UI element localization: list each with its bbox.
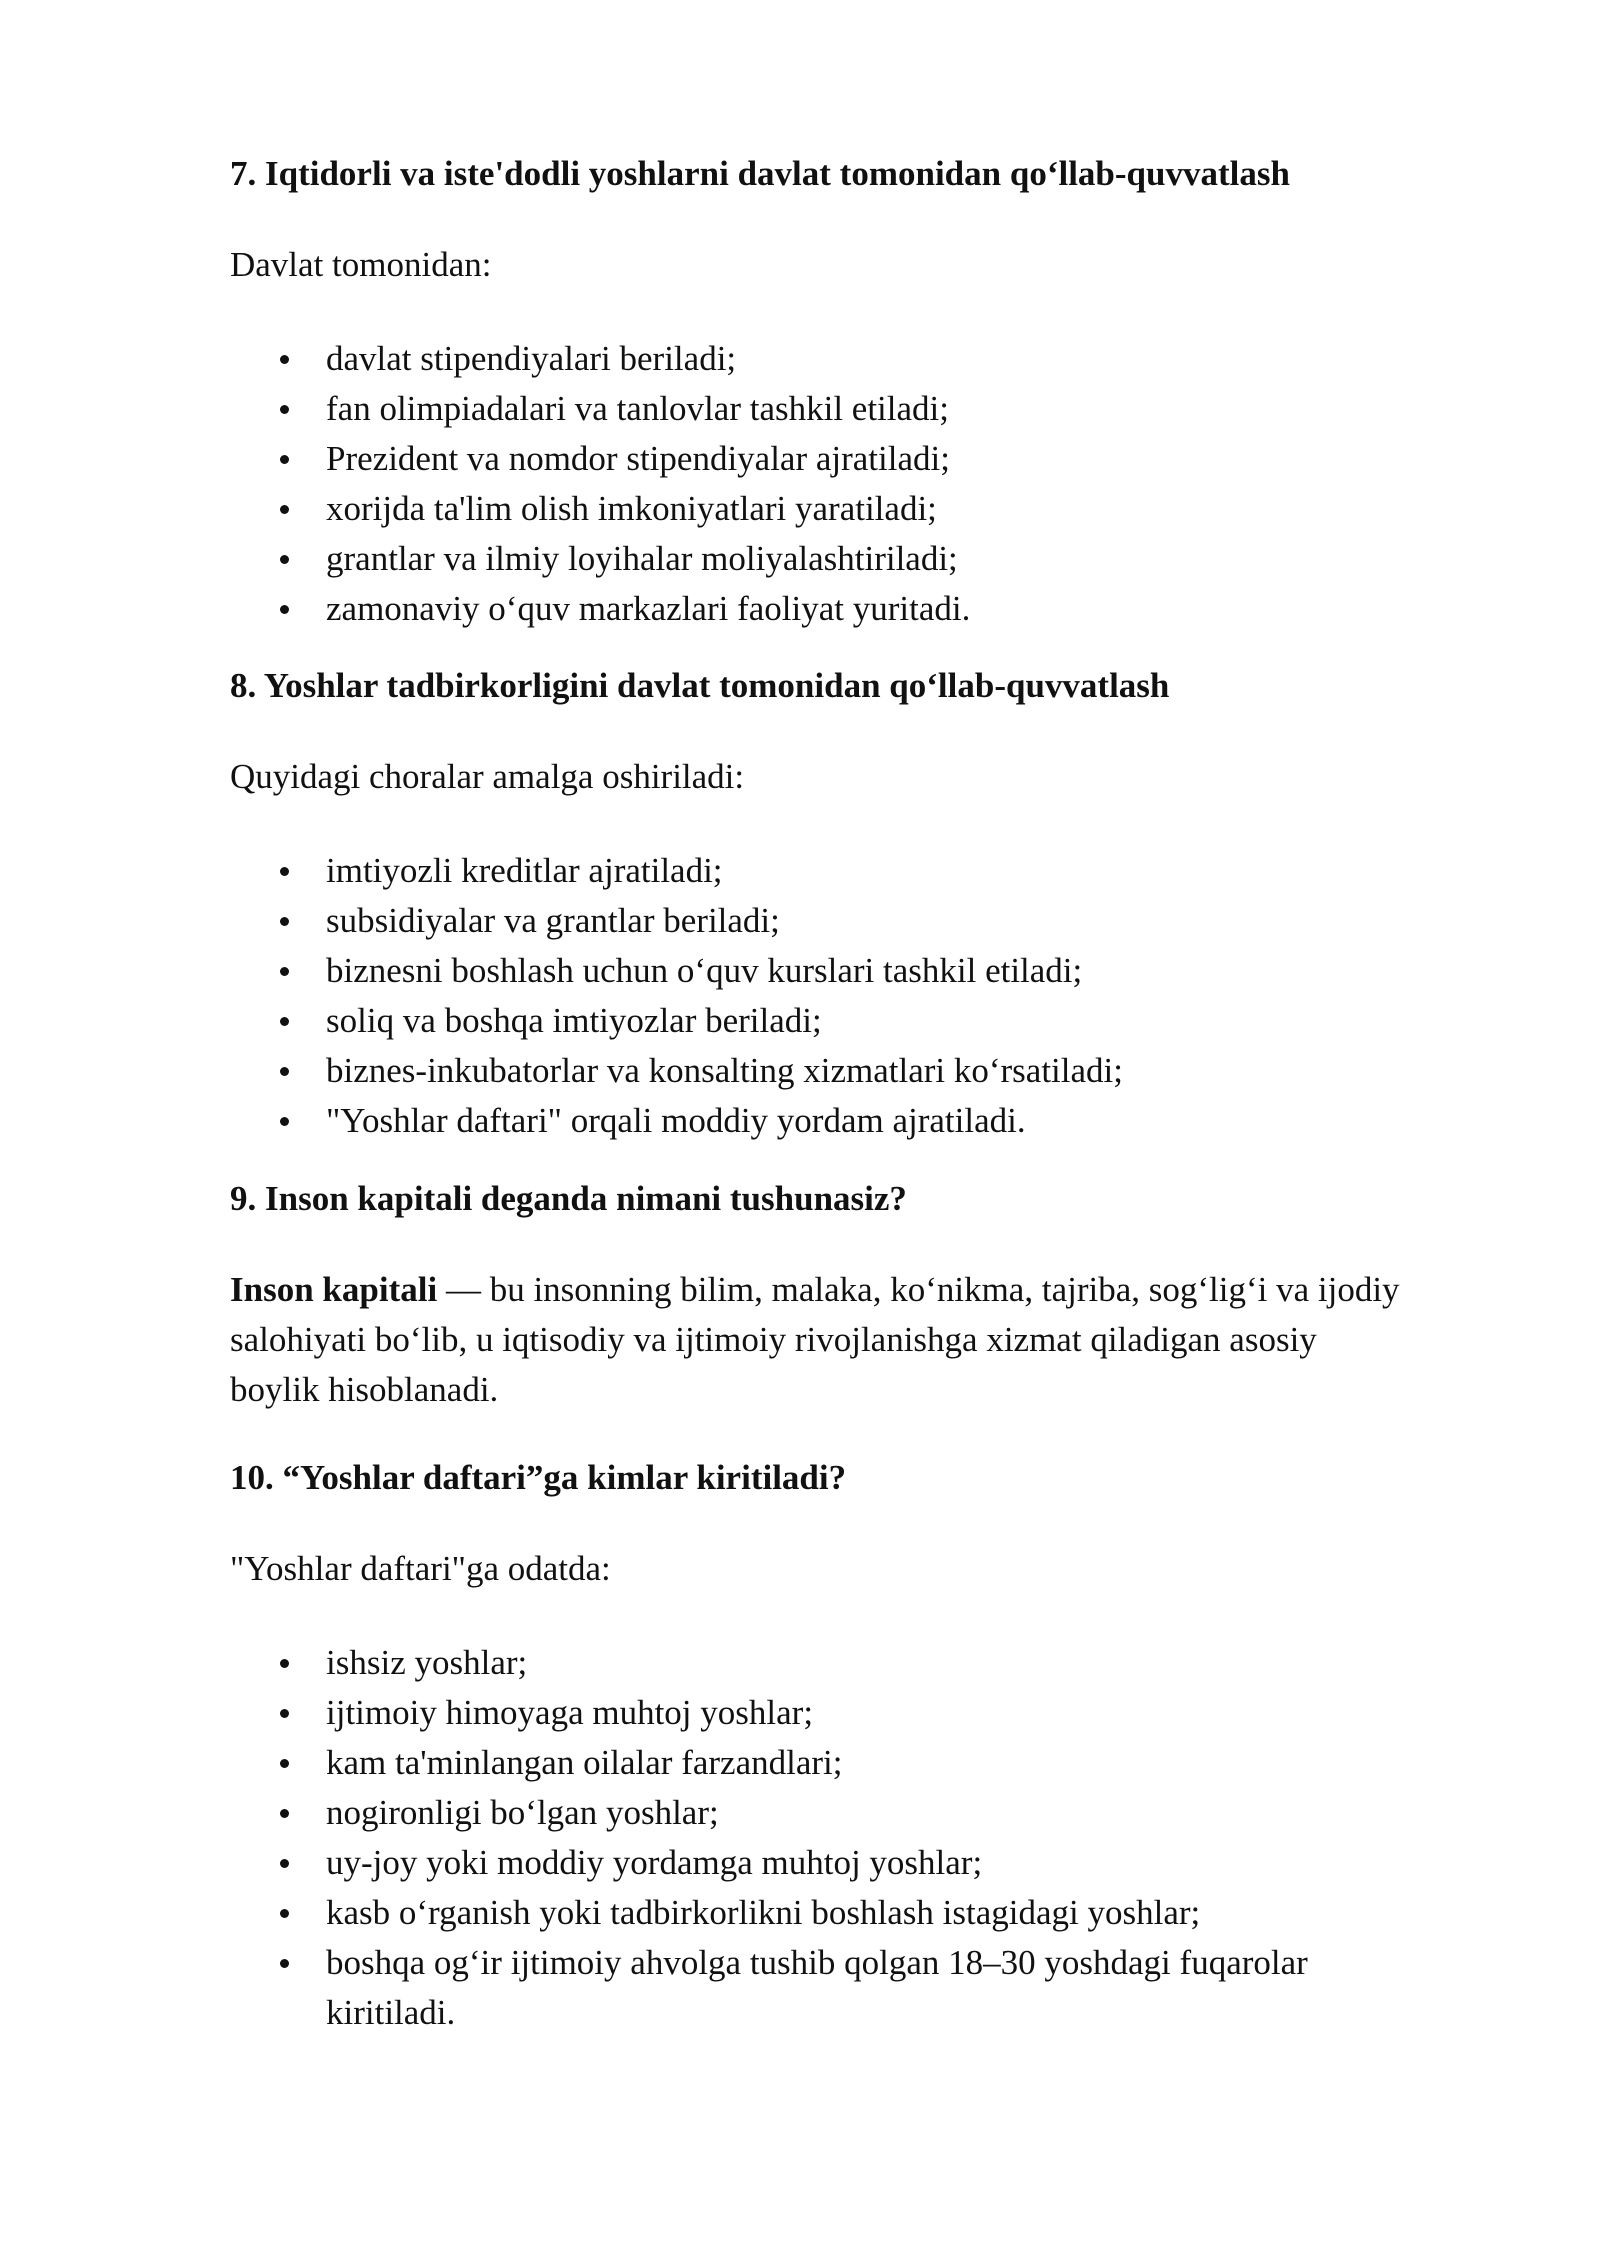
bullet-icon — [280, 967, 289, 976]
list-item — [230, 534, 1410, 584]
bullet-icon — [280, 355, 289, 364]
list-item-text: kam ta'minlangan oilalar farzandlari; — [326, 1743, 843, 1782]
bullet-icon — [280, 505, 289, 514]
bullet-icon — [280, 1809, 289, 1818]
list-item — [230, 1046, 1410, 1096]
list-item — [230, 1688, 1410, 1738]
section-10 — [230, 1456, 1410, 2038]
list-item — [230, 996, 1410, 1046]
section-8 — [230, 664, 1410, 1146]
section-7 — [230, 152, 1410, 634]
bullet-icon — [280, 1959, 289, 1968]
section-intro: Davlat tomonidan: — [230, 245, 492, 284]
bullet-icon — [280, 1909, 289, 1918]
list-item-text: biznesni boshlash uchun o‘quv kurslari tashkil etiladi; — [326, 951, 1083, 990]
list-item — [230, 1888, 1410, 1938]
definition-paragraph — [230, 1265, 1410, 1415]
list-item — [230, 1638, 1410, 1688]
list-item — [230, 946, 1410, 996]
section-intro: Quyidagi choralar amalga oshiriladi: — [230, 757, 745, 796]
list-item-text: davlat stipendiyalari beriladi; — [326, 339, 737, 378]
list-item-text: nogironligi bo‘lgan yoshlar; — [326, 1793, 719, 1832]
bullet-icon — [280, 1759, 289, 1768]
bullet-icon — [280, 605, 289, 614]
list-item-text: "Yoshlar daftari" orqali moddiy yordam ajratiladi. — [326, 1101, 1026, 1140]
bullet-icon — [280, 867, 289, 876]
bullet-icon — [280, 555, 289, 564]
bullet-icon — [280, 455, 289, 464]
list-item-text: ijtimoiy himoyaga muhtoj yoshlar; — [326, 1693, 814, 1732]
list-item — [230, 1738, 1410, 1788]
list-item-text: Prezident va nomdor stipendiyalar ajratiladi; — [326, 439, 950, 478]
list-item — [230, 334, 1410, 384]
section-intro: "Yoshlar daftari"ga odatda: — [230, 1549, 611, 1588]
section-9 — [230, 1177, 1410, 1415]
list-item — [230, 1838, 1410, 1888]
section-heading: 8. Yoshlar tadbirkorligini davlat tomonidan qo‘llab-quvvatlash — [230, 666, 1170, 705]
list-item-text: grantlar va ilmiy loyihalar moliyalashtiriladi; — [326, 539, 958, 578]
section-heading: 10. “Yoshlar daftari”ga kimlar kiritiladi? — [230, 1458, 847, 1497]
list-item — [230, 484, 1410, 534]
bullet-list — [230, 1638, 1410, 2038]
bullet-icon — [280, 1067, 289, 1076]
section-heading: 9. Inson kapitali deganda nimani tushunasiz? — [230, 1179, 907, 1218]
list-item — [230, 1938, 1410, 2038]
list-item-text: fan olimpiadalari va tanlovlar tashkil etiladi; — [326, 389, 949, 428]
list-item-text: zamonaviy o‘quv markazlari faoliyat yuritadi. — [326, 589, 971, 628]
definition-term: Inson kapitali — [230, 1270, 438, 1309]
definition-text: — bu insonning bilim, malaka, ko‘nikma, tajriba, sog‘lig‘i va ijodiy salohiyati bo‘lib, u iqtisodiy va ijtimoiy rivojlanishga xizmat qiladigan asosiy boylik hisoblanadi. — [230, 1270, 1400, 1409]
list-item-text: biznes-inkubatorlar va konsalting xizmatlari ko‘rsatiladi; — [326, 1051, 1123, 1090]
bullet-icon — [280, 917, 289, 926]
list-item-text: kasb o‘rganish yoki tadbirkorlikni boshlash istagidagi yoshlar; — [326, 1893, 1201, 1932]
bullet-icon — [280, 405, 289, 414]
list-item-text: boshqa og‘ir ijtimoiy ahvolga tushib qolgan 18–30 yoshdagi fuqarolar kiritiladi. — [326, 1943, 1308, 2032]
list-item — [230, 434, 1410, 484]
list-item-text: imtiyozli kreditlar ajratiladi; — [326, 851, 723, 890]
bullet-list — [230, 846, 1410, 1146]
list-item — [230, 896, 1410, 946]
section-heading: 7. Iqtidorli va iste'dodli yoshlarni davlat tomonidan qo‘llab-quvvatlash — [230, 154, 1290, 193]
list-item-text: ishsiz yoshlar; — [326, 1643, 528, 1682]
bullet-icon — [280, 1659, 289, 1668]
bullet-icon — [280, 1709, 289, 1718]
list-item-text: xorijda ta'lim olish imkoniyatlari yaratiladi; — [326, 489, 937, 528]
bullet-list — [230, 334, 1410, 634]
list-item — [230, 846, 1410, 896]
list-item — [230, 584, 1410, 634]
list-item — [230, 1788, 1410, 1838]
list-item-text: uy-joy yoki moddiy yordamga muhtoj yoshlar; — [326, 1843, 983, 1882]
list-item-text: subsidiyalar va grantlar beriladi; — [326, 901, 780, 940]
bullet-icon — [280, 1017, 289, 1026]
bullet-icon — [280, 1117, 289, 1126]
bullet-icon — [280, 1859, 289, 1868]
list-item — [230, 1096, 1410, 1146]
list-item — [230, 384, 1410, 434]
list-item-text: soliq va boshqa imtiyozlar beriladi; — [326, 1001, 822, 1040]
